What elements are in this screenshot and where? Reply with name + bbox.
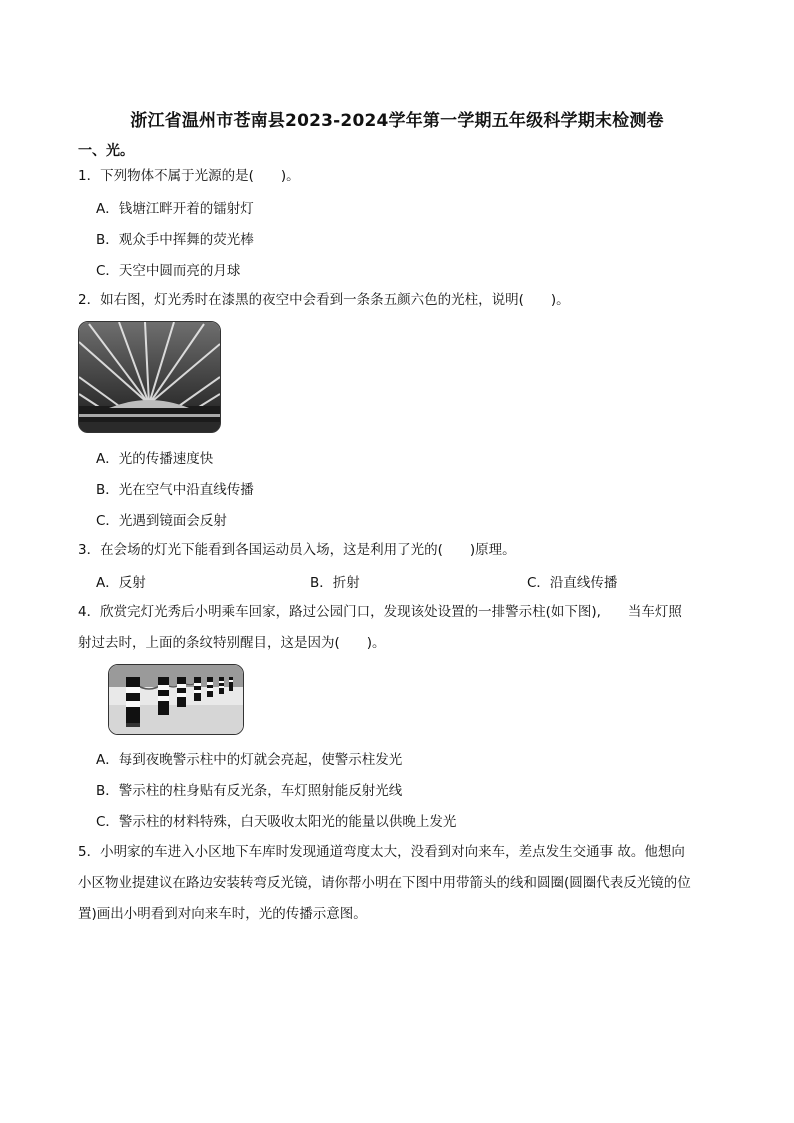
page-title: 浙江省温州市苍南县2023-2024学年第一学期五年级科学期末检测卷 [130, 111, 664, 131]
question-4-option-b: B．警示柱的柱身贴有反光条，车灯照射能反射光线 [96, 783, 403, 799]
question-5-line-2: 小区物业提建议在路边安装转弯反光镜，请你帮小明在下图中用带箭头的线和圆圈(圆圈代表反光镜的位 [78, 875, 691, 891]
question-1-stem: 1．下列物体不属于光源的是( )。 [78, 168, 300, 184]
question-4-stem-line-2: 射过去时，上面的条纹特别醒目，这是因为( )。 [78, 635, 386, 651]
question-1-option-c: C．天空中圆而亮的月球 [96, 263, 241, 279]
question-3-stem: 3．在会场的灯光下能看到各国运动员入场，这是利用了光的( )原理。 [78, 542, 516, 558]
light-show-photo [78, 321, 221, 433]
question-3-option-b: B．折射 [310, 575, 360, 591]
question-1-option-b: B．观众手中挥舞的荧光棒 [96, 232, 254, 248]
warning-posts-photo [108, 664, 244, 735]
question-4-stem-line-1: 4．欣赏完灯光秀后小明乘车回家，路过公园门口，发现该处设置的一排警示柱(如下图), 当车灯照 [78, 604, 682, 620]
question-2-option-b: B．光在空气中沿直线传播 [96, 482, 254, 498]
question-2-stem: 2．如右图，灯光秀时在漆黑的夜空中会看到一条条五颜六色的光柱，说明( )。 [78, 292, 570, 308]
question-5-line-3: 置)画出小明看到对向来车时，光的传播示意图。 [78, 906, 367, 922]
question-4-option-c: C．警示柱的材料特殊，白天吸收太阳光的能量以供晚上发光 [96, 814, 457, 830]
question-5-line-1: 5．小明家的车进入小区地下车库时发现通道弯度太大，没看到对向来车，差点发生交通事 故。他想向 [78, 844, 685, 860]
question-3-option-a: A．反射 [96, 575, 146, 591]
question-2-option-c: C．光遇到镜面会反射 [96, 513, 227, 529]
question-2-option-a: A．光的传播速度快 [96, 451, 214, 467]
question-4-option-a: A．每到夜晚警示柱中的灯就会亮起，使警示柱发光 [96, 752, 403, 768]
question-1-option-a: A．钱塘江畔开着的镭射灯 [96, 201, 254, 217]
question-3-option-c: C．沿直线传播 [527, 575, 618, 591]
section-heading-light: 一、光。 [78, 143, 134, 159]
